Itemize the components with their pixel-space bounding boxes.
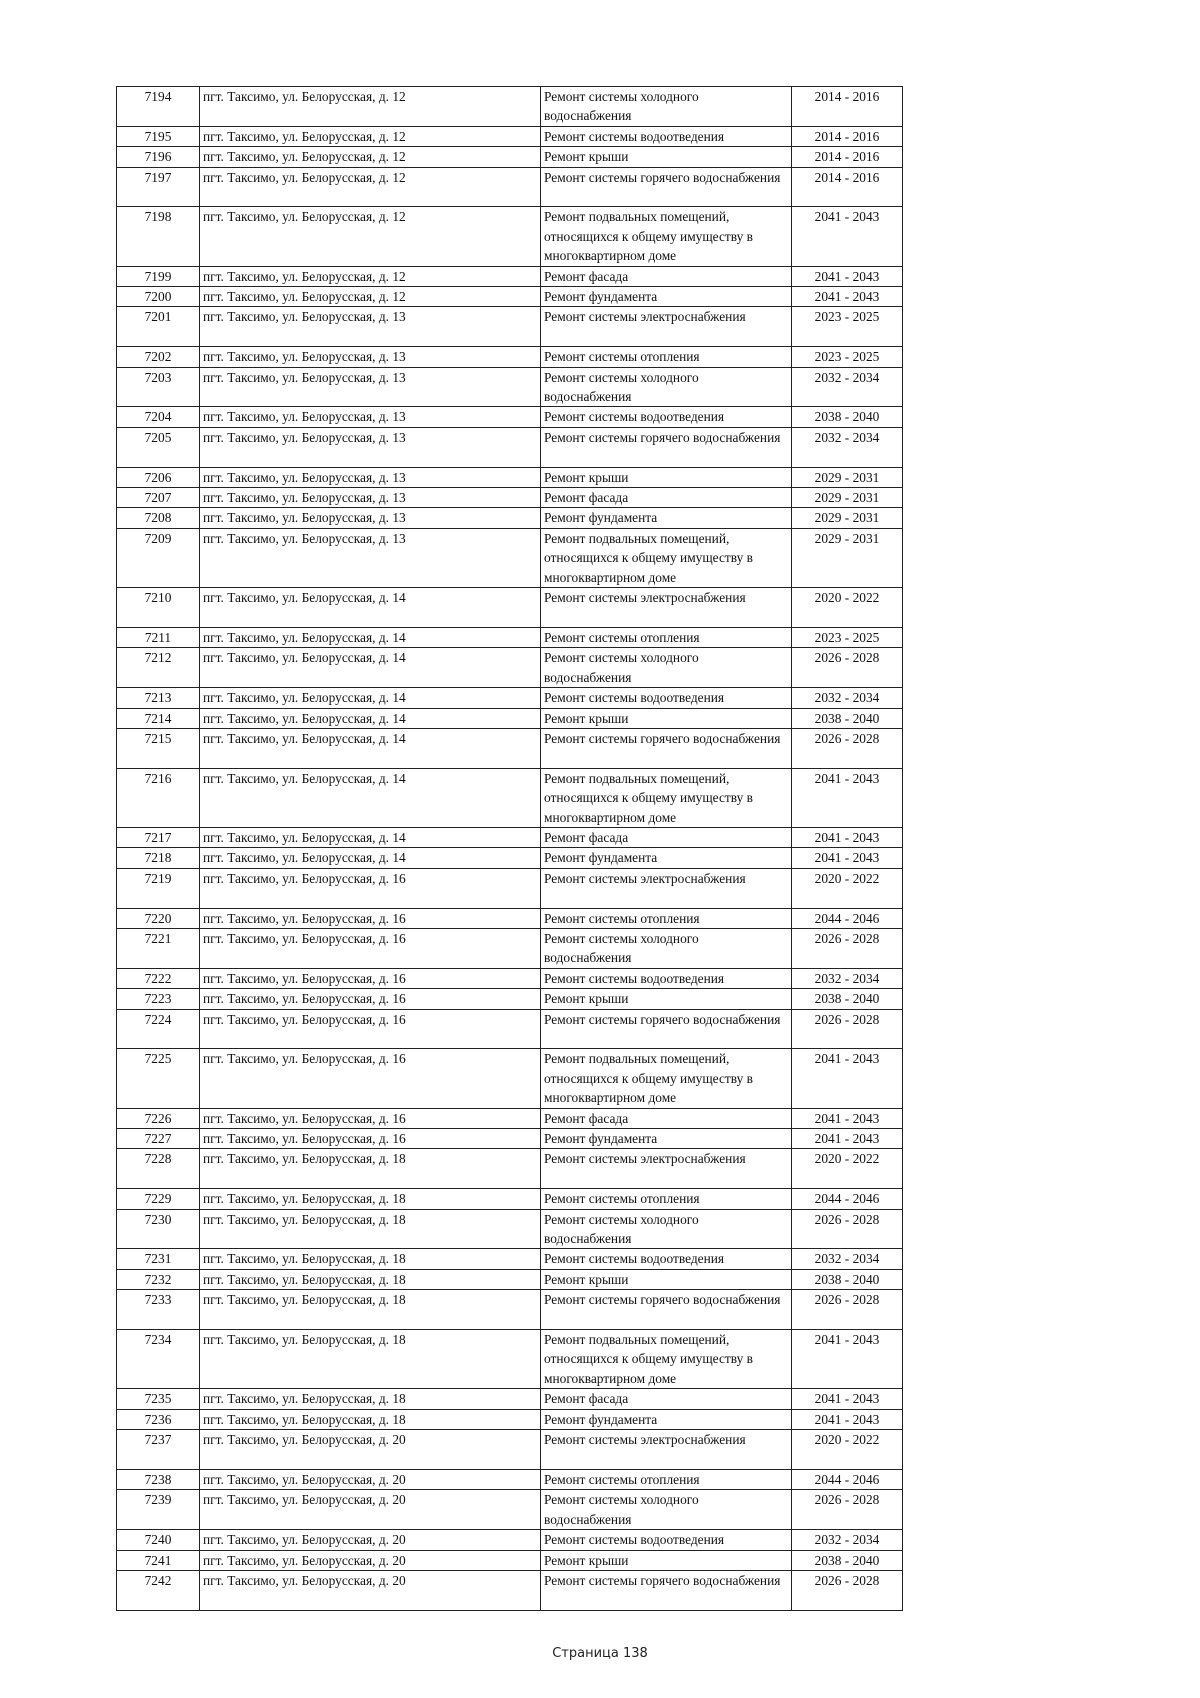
period-cell: 2041 - 2043 <box>792 848 903 868</box>
table-row <box>117 708 903 728</box>
row-number-cell: 7202 <box>117 347 200 367</box>
period-cell: 2026 - 2028 <box>792 1290 903 1330</box>
period-cell: 2041 - 2043 <box>792 1129 903 1149</box>
row-number-cell: 7240 <box>117 1530 200 1550</box>
row-number-cell: 7217 <box>117 827 200 847</box>
address-cell: пгт. Таксимо, ул. Белорусская, д. 16 <box>200 968 541 988</box>
period-cell: 2029 - 2031 <box>792 508 903 528</box>
period-cell: 2014 - 2016 <box>792 147 903 167</box>
period-cell: 2026 - 2028 <box>792 1209 903 1249</box>
period-cell: 2023 - 2025 <box>792 307 903 347</box>
table-row <box>117 167 903 207</box>
period-cell: 2032 - 2034 <box>792 427 903 467</box>
work-type-cell: Ремонт системы водоотведения <box>541 1530 792 1550</box>
work-type-cell: Ремонт системы водоотведения <box>541 126 792 146</box>
table-row <box>117 1430 903 1470</box>
row-number-cell: 7204 <box>117 407 200 427</box>
table-row <box>117 827 903 847</box>
period-cell: 2032 - 2034 <box>792 968 903 988</box>
period-cell: 2032 - 2034 <box>792 1249 903 1269</box>
table-row <box>117 147 903 167</box>
address-cell: пгт. Таксимо, ул. Белорусская, д. 20 <box>200 1430 541 1470</box>
work-type-cell: Ремонт системы электроснабжения <box>541 307 792 347</box>
table-row <box>117 1550 903 1570</box>
row-number-cell: 7229 <box>117 1189 200 1209</box>
address-cell: пгт. Таксимо, ул. Белорусская, д. 12 <box>200 147 541 167</box>
row-number-cell: 7196 <box>117 147 200 167</box>
work-type-cell: Ремонт системы отопления <box>541 908 792 928</box>
work-type-cell: Ремонт подвальных помещений, относящихся к общему имуществу в многоквартирном доме <box>541 768 792 827</box>
work-type-cell: Ремонт системы водоотведения <box>541 407 792 427</box>
row-number-cell: 7207 <box>117 488 200 508</box>
period-cell: 2041 - 2043 <box>792 827 903 847</box>
row-number-cell: 7194 <box>117 87 200 127</box>
row-number-cell: 7203 <box>117 367 200 407</box>
period-cell: 2020 - 2022 <box>792 1430 903 1470</box>
table-row <box>117 1249 903 1269</box>
table-row <box>117 1469 903 1489</box>
period-cell: 2038 - 2040 <box>792 407 903 427</box>
table-row <box>117 908 903 928</box>
work-type-cell: Ремонт подвальных помещений, относящихся к общему имуществу в многоквартирном доме <box>541 528 792 587</box>
period-cell: 2026 - 2028 <box>792 648 903 688</box>
row-number-cell: 7242 <box>117 1570 200 1610</box>
address-cell: пгт. Таксимо, ул. Белорусская, д. 18 <box>200 1389 541 1409</box>
row-number-cell: 7206 <box>117 467 200 487</box>
address-cell: пгт. Таксимо, ул. Белорусская, д. 13 <box>200 367 541 407</box>
period-cell: 2026 - 2028 <box>792 1490 903 1530</box>
address-cell: пгт. Таксимо, ул. Белорусская, д. 16 <box>200 1009 541 1049</box>
work-type-cell: Ремонт системы электроснабжения <box>541 1430 792 1470</box>
period-cell: 2038 - 2040 <box>792 1269 903 1289</box>
table-row <box>117 266 903 286</box>
work-type-cell: Ремонт крыши <box>541 147 792 167</box>
row-number-cell: 7241 <box>117 1550 200 1570</box>
row-number-cell: 7219 <box>117 868 200 908</box>
address-cell: пгт. Таксимо, ул. Белорусская, д. 16 <box>200 868 541 908</box>
period-cell: 2029 - 2031 <box>792 467 903 487</box>
row-number-cell: 7214 <box>117 708 200 728</box>
period-cell: 2041 - 2043 <box>792 207 903 266</box>
work-type-cell: Ремонт фасада <box>541 488 792 508</box>
work-type-cell: Ремонт системы отопления <box>541 1189 792 1209</box>
work-type-cell: Ремонт системы горячего водоснабжения <box>541 167 792 207</box>
address-cell: пгт. Таксимо, ул. Белорусская, д. 18 <box>200 1409 541 1429</box>
table-row <box>117 367 903 407</box>
row-number-cell: 7238 <box>117 1469 200 1489</box>
work-type-cell: Ремонт системы водоотведения <box>541 968 792 988</box>
period-cell: 2032 - 2034 <box>792 367 903 407</box>
period-cell: 2041 - 2043 <box>792 287 903 307</box>
period-cell: 2041 - 2043 <box>792 1409 903 1429</box>
table-row <box>117 627 903 647</box>
table-row <box>117 1330 903 1389</box>
period-cell: 2014 - 2016 <box>792 126 903 146</box>
row-number-cell: 7211 <box>117 627 200 647</box>
period-cell: 2041 - 2043 <box>792 266 903 286</box>
period-cell: 2026 - 2028 <box>792 728 903 768</box>
work-type-cell: Ремонт фундамента <box>541 508 792 528</box>
address-cell: пгт. Таксимо, ул. Белорусская, д. 18 <box>200 1290 541 1330</box>
row-number-cell: 7216 <box>117 768 200 827</box>
row-number-cell: 7212 <box>117 648 200 688</box>
table-row <box>117 688 903 708</box>
period-cell: 2041 - 2043 <box>792 1108 903 1128</box>
row-number-cell: 7227 <box>117 1129 200 1149</box>
address-cell: пгт. Таксимо, ул. Белорусская, д. 18 <box>200 1269 541 1289</box>
address-cell: пгт. Таксимо, ул. Белорусская, д. 14 <box>200 708 541 728</box>
address-cell: пгт. Таксимо, ул. Белорусская, д. 20 <box>200 1550 541 1570</box>
work-type-cell: Ремонт крыши <box>541 708 792 728</box>
row-number-cell: 7213 <box>117 688 200 708</box>
period-cell: 2020 - 2022 <box>792 868 903 908</box>
address-cell: пгт. Таксимо, ул. Белорусская, д. 14 <box>200 688 541 708</box>
row-number-cell: 7197 <box>117 167 200 207</box>
work-type-cell: Ремонт системы холодного водоснабжения <box>541 87 792 127</box>
work-type-cell: Ремонт подвальных помещений, относящихся к общему имуществу в многоквартирном доме <box>541 207 792 266</box>
table-row <box>117 407 903 427</box>
row-number-cell: 7215 <box>117 728 200 768</box>
period-cell: 2044 - 2046 <box>792 908 903 928</box>
work-type-cell: Ремонт подвальных помещений, относящихся к общему имуществу в многоквартирном доме <box>541 1049 792 1108</box>
address-cell: пгт. Таксимо, ул. Белорусская, д. 20 <box>200 1490 541 1530</box>
address-cell: пгт. Таксимо, ул. Белорусская, д. 20 <box>200 1530 541 1550</box>
address-cell: пгт. Таксимо, ул. Белорусская, д. 18 <box>200 1330 541 1389</box>
table-row <box>117 989 903 1009</box>
table-row <box>117 848 903 868</box>
row-number-cell: 7233 <box>117 1290 200 1330</box>
period-cell: 2044 - 2046 <box>792 1469 903 1489</box>
row-number-cell: 7235 <box>117 1389 200 1409</box>
table-row <box>117 1490 903 1530</box>
address-cell: пгт. Таксимо, ул. Белорусская, д. 18 <box>200 1209 541 1249</box>
period-cell: 2014 - 2016 <box>792 87 903 127</box>
address-cell: пгт. Таксимо, ул. Белорусская, д. 16 <box>200 1049 541 1108</box>
address-cell: пгт. Таксимо, ул. Белорусская, д. 16 <box>200 928 541 968</box>
table-row <box>117 126 903 146</box>
table-row <box>117 588 903 628</box>
period-cell: 2032 - 2034 <box>792 1530 903 1550</box>
table-row <box>117 347 903 367</box>
address-cell: пгт. Таксимо, ул. Белорусская, д. 12 <box>200 167 541 207</box>
work-type-cell: Ремонт фасада <box>541 827 792 847</box>
table-row <box>117 508 903 528</box>
row-number-cell: 7234 <box>117 1330 200 1389</box>
period-cell: 2038 - 2040 <box>792 1550 903 1570</box>
period-cell: 2041 - 2043 <box>792 1389 903 1409</box>
table-row <box>117 1389 903 1409</box>
work-type-cell: Ремонт фасада <box>541 1389 792 1409</box>
period-cell: 2014 - 2016 <box>792 167 903 207</box>
address-cell: пгт. Таксимо, ул. Белорусская, д. 13 <box>200 307 541 347</box>
table-row <box>117 648 903 688</box>
work-type-cell: Ремонт фундамента <box>541 1129 792 1149</box>
address-cell: пгт. Таксимо, ул. Белорусская, д. 13 <box>200 508 541 528</box>
row-number-cell: 7209 <box>117 528 200 587</box>
work-type-cell: Ремонт системы холодного водоснабжения <box>541 1490 792 1530</box>
address-cell: пгт. Таксимо, ул. Белорусская, д. 13 <box>200 528 541 587</box>
table-row <box>117 768 903 827</box>
address-cell: пгт. Таксимо, ул. Белорусская, д. 14 <box>200 588 541 628</box>
table-row <box>117 1570 903 1610</box>
work-type-cell: Ремонт системы холодного водоснабжения <box>541 367 792 407</box>
table-row <box>117 207 903 266</box>
table-row <box>117 287 903 307</box>
address-cell: пгт. Таксимо, ул. Белорусская, д. 16 <box>200 1129 541 1149</box>
repair-schedule-table <box>116 86 903 1611</box>
work-type-cell: Ремонт системы электроснабжения <box>541 868 792 908</box>
page-number: Страница 138 <box>552 1646 648 1661</box>
work-type-cell: Ремонт крыши <box>541 467 792 487</box>
table-row <box>117 488 903 508</box>
table-row <box>117 928 903 968</box>
row-number-cell: 7199 <box>117 266 200 286</box>
period-cell: 2026 - 2028 <box>792 1009 903 1049</box>
address-cell: пгт. Таксимо, ул. Белорусская, д. 13 <box>200 467 541 487</box>
address-cell: пгт. Таксимо, ул. Белорусская, д. 13 <box>200 347 541 367</box>
period-cell: 2029 - 2031 <box>792 488 903 508</box>
table-row <box>117 1149 903 1189</box>
address-cell: пгт. Таксимо, ул. Белорусская, д. 16 <box>200 908 541 928</box>
address-cell: пгт. Таксимо, ул. Белорусская, д. 20 <box>200 1469 541 1489</box>
work-type-cell: Ремонт системы отопления <box>541 627 792 647</box>
work-type-cell: Ремонт крыши <box>541 989 792 1009</box>
address-cell: пгт. Таксимо, ул. Белорусская, д. 18 <box>200 1249 541 1269</box>
row-number-cell: 7221 <box>117 928 200 968</box>
table-row <box>117 427 903 467</box>
period-cell: 2020 - 2022 <box>792 1149 903 1189</box>
row-number-cell: 7236 <box>117 1409 200 1429</box>
row-number-cell: 7201 <box>117 307 200 347</box>
period-cell: 2038 - 2040 <box>792 989 903 1009</box>
work-type-cell: Ремонт системы горячего водоснабжения <box>541 1570 792 1610</box>
work-type-cell: Ремонт фундамента <box>541 1409 792 1429</box>
work-type-cell: Ремонт крыши <box>541 1269 792 1289</box>
address-cell: пгт. Таксимо, ул. Белорусская, д. 20 <box>200 1570 541 1610</box>
work-type-cell: Ремонт фундамента <box>541 287 792 307</box>
work-type-cell: Ремонт системы отопления <box>541 347 792 367</box>
address-cell: пгт. Таксимо, ул. Белорусская, д. 14 <box>200 827 541 847</box>
period-cell: 2026 - 2028 <box>792 928 903 968</box>
period-cell: 2029 - 2031 <box>792 528 903 587</box>
row-number-cell: 7222 <box>117 968 200 988</box>
work-type-cell: Ремонт системы горячего водоснабжения <box>541 427 792 467</box>
address-cell: пгт. Таксимо, ул. Белорусская, д. 14 <box>200 627 541 647</box>
table-row <box>117 1189 903 1209</box>
period-cell: 2041 - 2043 <box>792 768 903 827</box>
row-number-cell: 7226 <box>117 1108 200 1128</box>
table-row <box>117 1409 903 1429</box>
address-cell: пгт. Таксимо, ул. Белорусская, д. 13 <box>200 488 541 508</box>
address-cell: пгт. Таксимо, ул. Белорусская, д. 13 <box>200 407 541 427</box>
address-cell: пгт. Таксимо, ул. Белорусская, д. 14 <box>200 728 541 768</box>
table-row <box>117 1108 903 1128</box>
table-row <box>117 1290 903 1330</box>
address-cell: пгт. Таксимо, ул. Белорусская, д. 14 <box>200 848 541 868</box>
work-type-cell: Ремонт крыши <box>541 1550 792 1570</box>
row-number-cell: 7208 <box>117 508 200 528</box>
table-row <box>117 1530 903 1550</box>
work-type-cell: Ремонт системы электроснабжения <box>541 1149 792 1189</box>
table-row <box>117 1049 903 1108</box>
address-cell: пгт. Таксимо, ул. Белорусская, д. 12 <box>200 287 541 307</box>
table-row <box>117 1009 903 1049</box>
row-number-cell: 7198 <box>117 207 200 266</box>
row-number-cell: 7225 <box>117 1049 200 1108</box>
work-type-cell: Ремонт подвальных помещений, относящихся к общему имуществу в многоквартирном доме <box>541 1330 792 1389</box>
work-type-cell: Ремонт системы водоотведения <box>541 688 792 708</box>
address-cell: пгт. Таксимо, ул. Белорусская, д. 12 <box>200 87 541 127</box>
work-type-cell: Ремонт системы водоотведения <box>541 1249 792 1269</box>
row-number-cell: 7228 <box>117 1149 200 1189</box>
work-type-cell: Ремонт системы холодного водоснабжения <box>541 1209 792 1249</box>
work-type-cell: Ремонт фасада <box>541 266 792 286</box>
period-cell: 2041 - 2043 <box>792 1330 903 1389</box>
period-cell: 2044 - 2046 <box>792 1189 903 1209</box>
period-cell: 2026 - 2028 <box>792 1570 903 1610</box>
row-number-cell: 7237 <box>117 1430 200 1470</box>
table-row <box>117 467 903 487</box>
work-type-cell: Ремонт системы отопления <box>541 1469 792 1489</box>
work-type-cell: Ремонт фундамента <box>541 848 792 868</box>
work-type-cell: Ремонт системы холодного водоснабжения <box>541 928 792 968</box>
period-cell: 2020 - 2022 <box>792 588 903 628</box>
row-number-cell: 7220 <box>117 908 200 928</box>
row-number-cell: 7223 <box>117 989 200 1009</box>
table-row <box>117 1209 903 1249</box>
period-cell: 2032 - 2034 <box>792 688 903 708</box>
address-cell: пгт. Таксимо, ул. Белорусская, д. 16 <box>200 989 541 1009</box>
address-cell: пгт. Таксимо, ул. Белорусская, д. 12 <box>200 126 541 146</box>
row-number-cell: 7218 <box>117 848 200 868</box>
work-type-cell: Ремонт системы электроснабжения <box>541 588 792 628</box>
address-cell: пгт. Таксимо, ул. Белорусская, д. 16 <box>200 1108 541 1128</box>
table-row <box>117 728 903 768</box>
period-cell: 2038 - 2040 <box>792 708 903 728</box>
address-cell: пгт. Таксимо, ул. Белорусская, д. 12 <box>200 207 541 266</box>
row-number-cell: 7239 <box>117 1490 200 1530</box>
work-type-cell: Ремонт системы холодного водоснабжения <box>541 648 792 688</box>
row-number-cell: 7231 <box>117 1249 200 1269</box>
row-number-cell: 7224 <box>117 1009 200 1049</box>
row-number-cell: 7232 <box>117 1269 200 1289</box>
work-type-cell: Ремонт системы горячего водоснабжения <box>541 1290 792 1330</box>
address-cell: пгт. Таксимо, ул. Белорусская, д. 18 <box>200 1189 541 1209</box>
table-row <box>117 87 903 127</box>
address-cell: пгт. Таксимо, ул. Белорусская, д. 14 <box>200 648 541 688</box>
row-number-cell: 7195 <box>117 126 200 146</box>
period-cell: 2041 - 2043 <box>792 1049 903 1108</box>
row-number-cell: 7230 <box>117 1209 200 1249</box>
row-number-cell: 7210 <box>117 588 200 628</box>
work-type-cell: Ремонт фасада <box>541 1108 792 1128</box>
table-row <box>117 868 903 908</box>
table-row <box>117 1269 903 1289</box>
period-cell: 2023 - 2025 <box>792 347 903 367</box>
table-row <box>117 307 903 347</box>
work-type-cell: Ремонт системы горячего водоснабжения <box>541 1009 792 1049</box>
address-cell: пгт. Таксимо, ул. Белорусская, д. 14 <box>200 768 541 827</box>
address-cell: пгт. Таксимо, ул. Белорусская, д. 13 <box>200 427 541 467</box>
row-number-cell: 7200 <box>117 287 200 307</box>
table-body <box>117 87 903 1611</box>
table-row <box>117 968 903 988</box>
period-cell: 2023 - 2025 <box>792 627 903 647</box>
address-cell: пгт. Таксимо, ул. Белорусская, д. 18 <box>200 1149 541 1189</box>
row-number-cell: 7205 <box>117 427 200 467</box>
table-row <box>117 1129 903 1149</box>
work-type-cell: Ремонт системы горячего водоснабжения <box>541 728 792 768</box>
address-cell: пгт. Таксимо, ул. Белорусская, д. 12 <box>200 266 541 286</box>
table-row <box>117 528 903 587</box>
